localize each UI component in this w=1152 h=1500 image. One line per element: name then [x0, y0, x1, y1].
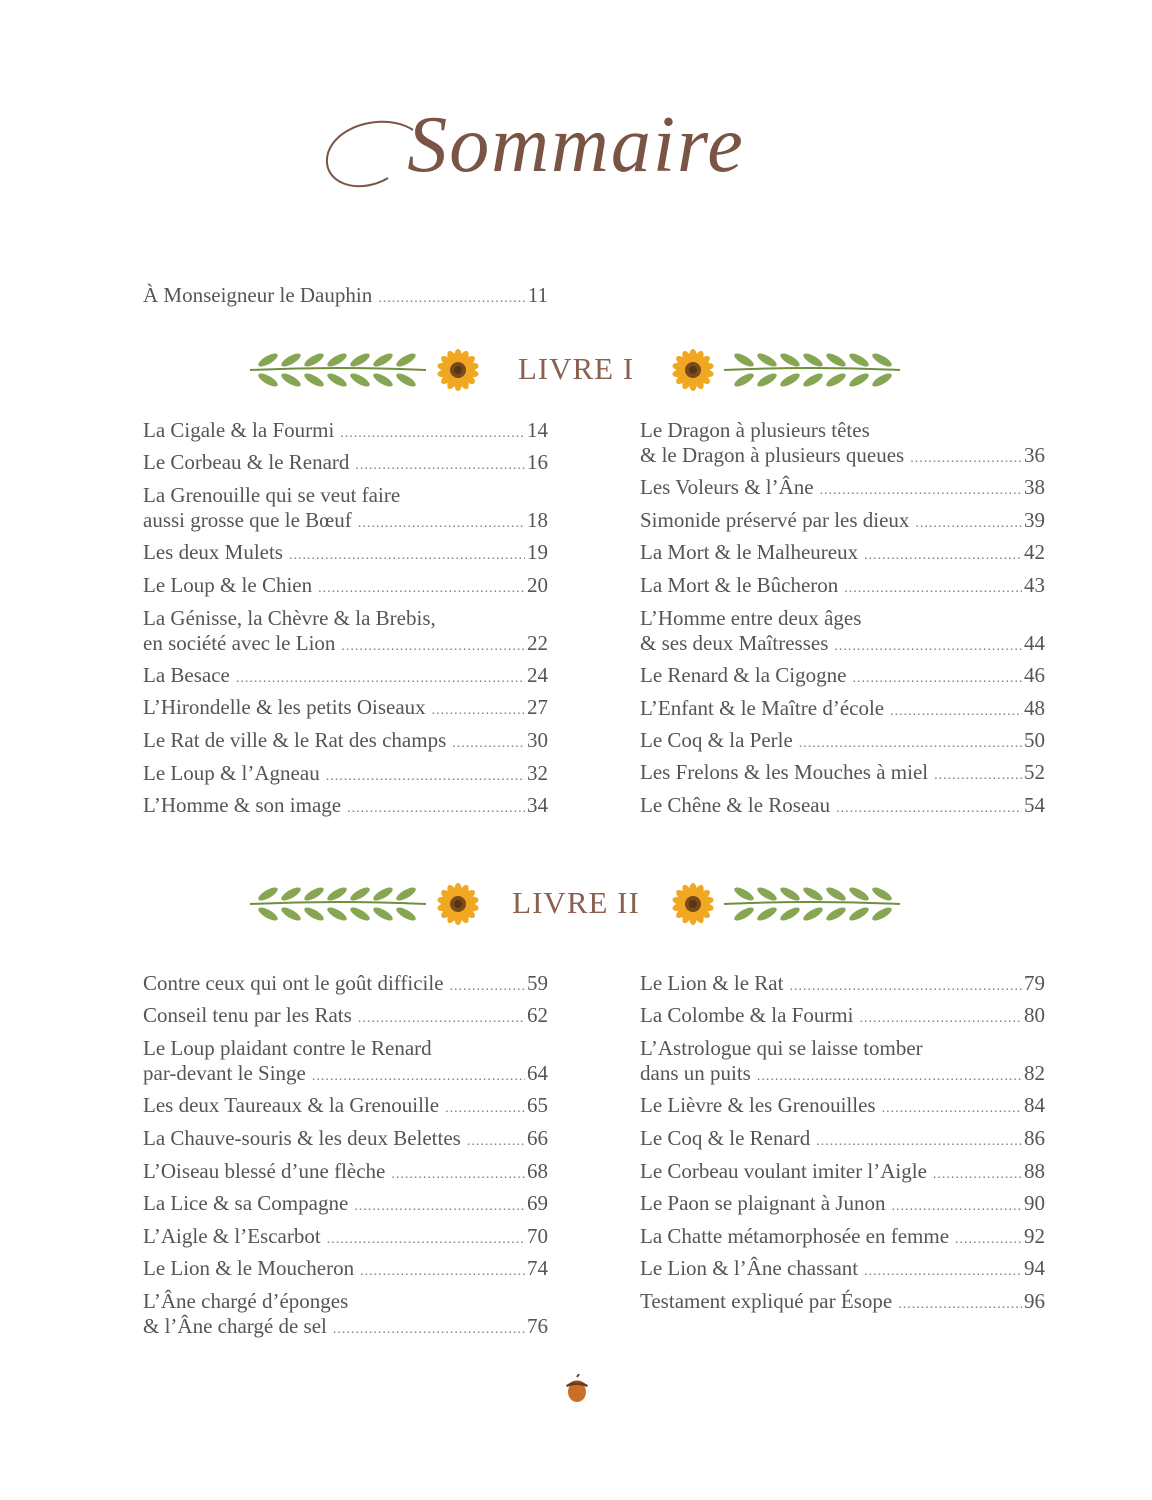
- toc-entry: [143, 971, 548, 999]
- toc-entry: [640, 1093, 1045, 1121]
- dot-leader: [358, 511, 525, 536]
- dot-leader: [333, 1317, 525, 1342]
- toc-entry: [640, 508, 1045, 536]
- page-number: 16: [527, 450, 548, 474]
- page-number: 70: [527, 1224, 548, 1248]
- toc-entry: [143, 1093, 548, 1121]
- dot-leader: [834, 634, 1022, 659]
- toc-entry: [143, 1126, 548, 1154]
- dot-leader: [816, 1129, 1022, 1154]
- page-number: 65: [527, 1093, 548, 1117]
- toc-entry: [640, 573, 1045, 601]
- dot-leader: [882, 1096, 1022, 1121]
- dot-leader: [910, 446, 1022, 471]
- entry-title: Le Loup & le Chien: [143, 573, 313, 597]
- toc-entry: [143, 663, 548, 691]
- toc-entry: [143, 728, 548, 756]
- page-number: 64: [527, 1061, 548, 1085]
- page-number: 66: [527, 1126, 548, 1150]
- entry-title: La Chauve-souris & les deux Belettes: [143, 1126, 461, 1150]
- dot-leader: [354, 1194, 525, 1219]
- entry-title: La Besace: [143, 663, 230, 687]
- entry-title: L’Oiseau blessé d’une flèche: [143, 1159, 386, 1183]
- page-number: 46: [1024, 663, 1045, 687]
- dot-leader: [859, 1006, 1022, 1031]
- page-number: 80: [1024, 1003, 1045, 1027]
- page-number: 43: [1024, 573, 1045, 597]
- book-heading: LIVRE II: [512, 885, 640, 920]
- toc-entry: [640, 1224, 1045, 1252]
- page-number: 79: [1024, 971, 1045, 995]
- page-number: 44: [1024, 631, 1045, 655]
- page-number: 20: [527, 573, 548, 597]
- dot-leader: [341, 634, 525, 659]
- entry-title: L’Aigle & l’Escarbot: [143, 1224, 321, 1248]
- laurel-branch-icon: [248, 882, 428, 926]
- entry-title: Le Lion & l’Âne chassant: [640, 1256, 859, 1280]
- entry-title: Le Loup & l’Agneau: [143, 761, 320, 785]
- dot-leader: [799, 731, 1022, 756]
- entry-title: À Monseigneur le Dauphin: [143, 283, 373, 307]
- entry-title-line: Le Dragon à plusieurs têtes: [640, 418, 870, 442]
- page-number: 96: [1024, 1289, 1045, 1313]
- toc-entry: [143, 573, 548, 601]
- dot-leader: [915, 511, 1022, 536]
- page-number: 38: [1024, 475, 1045, 499]
- dot-leader: [852, 666, 1022, 691]
- dot-leader: [933, 1162, 1022, 1187]
- dot-leader: [898, 1292, 1022, 1317]
- toc-entry: [640, 1036, 1045, 1089]
- entry-title-line: La Génisse, la Chèvre & la Brebis,: [143, 606, 436, 630]
- entry-title: Les deux Mulets: [143, 540, 283, 564]
- entry-title: Les deux Taureaux & la Grenouille: [143, 1093, 440, 1117]
- page-number: 22: [527, 631, 548, 655]
- page-number: 74: [527, 1256, 548, 1280]
- dot-leader: [378, 286, 526, 311]
- toc-entry: [143, 1256, 548, 1284]
- toc-entry: [143, 1224, 548, 1252]
- dot-leader: [312, 1064, 525, 1089]
- entry-title: La Cigale & la Fourmi: [143, 418, 335, 442]
- page-number: 86: [1024, 1126, 1045, 1150]
- page-number: 27: [527, 695, 548, 719]
- title-swash-icon: [318, 108, 438, 198]
- toc-entry: [143, 761, 548, 789]
- toc-entry: [640, 1191, 1045, 1219]
- dot-leader: [934, 763, 1022, 788]
- toc-entry: [143, 1289, 548, 1342]
- entry-title: Le Coq & le Renard: [640, 1126, 811, 1150]
- entry-title: Le Lion & le Moucheron: [143, 1256, 355, 1280]
- dot-leader: [289, 543, 525, 568]
- entry-title: Le Lièvre & les Grenouilles: [640, 1093, 876, 1117]
- dot-leader: [864, 543, 1022, 568]
- acorn-icon: [563, 1374, 591, 1404]
- entry-title: La Mort & le Bûcheron: [640, 573, 839, 597]
- entry-title: Contre ceux qui ont le goût difficile: [143, 971, 444, 995]
- sunflower-icon: [436, 882, 480, 926]
- entry-title: Le Renard & la Cigogne: [640, 663, 847, 687]
- dot-leader: [360, 1259, 525, 1284]
- entry-title: Le Corbeau voulant imiter l’Aigle: [640, 1159, 927, 1183]
- entry-title-line: L’Âne chargé d’éponges: [143, 1289, 349, 1313]
- entry-title: Testament expliqué par Ésope: [640, 1289, 893, 1313]
- toc-entry: [640, 1289, 1045, 1317]
- page-number: 50: [1024, 728, 1045, 752]
- page-number: 62: [527, 1003, 548, 1027]
- dot-leader: [450, 974, 525, 999]
- entry-title: L’Enfant & le Maître d’école: [640, 696, 885, 720]
- toc-entry: [640, 696, 1045, 724]
- page-number: 92: [1024, 1224, 1045, 1248]
- entry-title-line: Le Loup plaidant contre le Renard: [143, 1036, 432, 1060]
- toc-entry: [143, 1036, 548, 1089]
- toc-entry: [143, 793, 548, 821]
- entry-title-line: La Grenouille qui se veut faire: [143, 483, 401, 507]
- toc-entry: [640, 760, 1045, 788]
- dot-leader: [836, 796, 1022, 821]
- toc-entry: [143, 1003, 548, 1031]
- entry-title: La Mort & le Malheureux: [640, 540, 859, 564]
- page-title: Sommaire: [407, 101, 745, 189]
- toc-entry: [640, 540, 1045, 568]
- dot-leader: [955, 1227, 1022, 1252]
- page-number: 76: [527, 1314, 548, 1338]
- toc-entry: [640, 606, 1045, 659]
- entry-title-line: en société avec le Lion: [143, 631, 336, 655]
- toc-entry: [640, 1003, 1045, 1031]
- toc-entry: [143, 1191, 548, 1219]
- toc-entry: [640, 475, 1045, 503]
- dot-leader: [327, 1227, 525, 1252]
- entry-title-line: & ses deux Maîtresses: [640, 631, 829, 655]
- page-number: 19: [527, 540, 548, 564]
- entry-title: Le Corbeau & le Renard: [143, 450, 350, 474]
- toc-entry: [143, 450, 548, 478]
- entry-title: Les Voleurs & l’Âne: [640, 475, 814, 499]
- dot-leader: [844, 576, 1022, 601]
- toc-entry: [143, 695, 548, 723]
- entry-title: Conseil tenu par les Rats: [143, 1003, 352, 1027]
- entry-title: La Chatte métamorphosée en femme: [640, 1224, 950, 1248]
- page-number: 39: [1024, 508, 1045, 532]
- entry-title: Le Paon se plaignant à Junon: [640, 1191, 886, 1215]
- page-number: 82: [1024, 1061, 1045, 1085]
- dot-leader: [432, 698, 525, 723]
- dot-leader: [391, 1162, 525, 1187]
- dot-leader: [890, 699, 1022, 724]
- entry-title: La Colombe & la Fourmi: [640, 1003, 854, 1027]
- page-number: 88: [1024, 1159, 1045, 1183]
- entry-title: Le Rat de ville & le Rat des champs: [143, 728, 447, 752]
- page-number: 32: [527, 761, 548, 785]
- page-number: 24: [527, 663, 548, 687]
- toc-entry: [143, 283, 548, 311]
- dot-leader: [326, 764, 525, 789]
- toc-entry: [143, 483, 548, 536]
- page-number: 34: [527, 793, 548, 817]
- sunflower-icon: [436, 348, 480, 392]
- book-heading: LIVRE I: [517, 351, 635, 386]
- dot-leader: [757, 1064, 1022, 1089]
- page-number: 11: [527, 283, 548, 307]
- page-number: 68: [527, 1159, 548, 1183]
- laurel-branch-icon: [722, 348, 902, 392]
- dot-leader: [318, 576, 525, 601]
- dot-leader: [236, 666, 525, 691]
- laurel-branch-icon: [722, 882, 902, 926]
- dot-leader: [340, 421, 525, 446]
- toc-entry: [143, 418, 548, 446]
- entry-title: Le Chêne & le Roseau: [640, 793, 831, 817]
- dot-leader: [347, 796, 525, 821]
- page-number: 90: [1024, 1191, 1045, 1215]
- toc-entry: [640, 971, 1045, 999]
- entry-title: Le Lion & le Rat: [640, 971, 784, 995]
- entry-title: L’Hirondelle & les petits Oiseaux: [143, 695, 426, 719]
- dot-leader: [445, 1096, 525, 1121]
- toc-entry: [143, 1159, 548, 1187]
- toc-entry: [143, 540, 548, 568]
- entry-title-line: par-devant le Singe: [143, 1061, 306, 1085]
- page-number: 14: [527, 418, 548, 442]
- dot-leader: [358, 1006, 525, 1031]
- page-number: 69: [527, 1191, 548, 1215]
- entry-title: L’Homme & son image: [143, 793, 342, 817]
- dot-leader: [892, 1194, 1022, 1219]
- sunflower-icon: [671, 882, 715, 926]
- page-number: 30: [527, 728, 548, 752]
- page-number: 36: [1024, 443, 1045, 467]
- toc-entry: [640, 663, 1045, 691]
- toc-entry: [143, 606, 548, 659]
- toc-entry: [640, 418, 1045, 471]
- page-number: 84: [1024, 1093, 1045, 1117]
- entry-title: La Lice & sa Compagne: [143, 1191, 349, 1215]
- page-number: 94: [1024, 1256, 1045, 1280]
- page-number: 18: [527, 508, 548, 532]
- toc-entry: [640, 1159, 1045, 1187]
- page-number: 48: [1024, 696, 1045, 720]
- entry-title: Les Frelons & les Mouches à miel: [640, 760, 929, 784]
- toc-entry: [640, 728, 1045, 756]
- dot-leader: [467, 1129, 525, 1154]
- dot-leader: [789, 974, 1022, 999]
- page-number: 59: [527, 971, 548, 995]
- entry-title-line: L’Astrologue qui se laisse tomber: [640, 1036, 923, 1060]
- toc-entry: [640, 1256, 1045, 1284]
- laurel-branch-icon: [248, 348, 428, 392]
- page-number: 54: [1024, 793, 1045, 817]
- entry-title-line: L’Homme entre deux âges: [640, 606, 862, 630]
- dot-leader: [864, 1259, 1022, 1284]
- toc-entry: [640, 1126, 1045, 1154]
- page-number: 52: [1024, 760, 1045, 784]
- dot-leader: [355, 453, 525, 478]
- toc-entry: [640, 793, 1045, 821]
- dot-leader: [820, 478, 1022, 503]
- dot-leader: [452, 731, 525, 756]
- entry-title-line: aussi grosse que le Bœuf: [143, 508, 352, 532]
- entry-title-line: dans un puits: [640, 1061, 751, 1085]
- page-number: 42: [1024, 540, 1045, 564]
- sunflower-icon: [671, 348, 715, 392]
- entry-title-line: & le Dragon à plusieurs queues: [640, 443, 905, 467]
- entry-title: Simonide préservé par les dieux: [640, 508, 910, 532]
- entry-title-line: & l’Âne chargé de sel: [143, 1314, 327, 1338]
- entry-title: Le Coq & la Perle: [640, 728, 793, 752]
